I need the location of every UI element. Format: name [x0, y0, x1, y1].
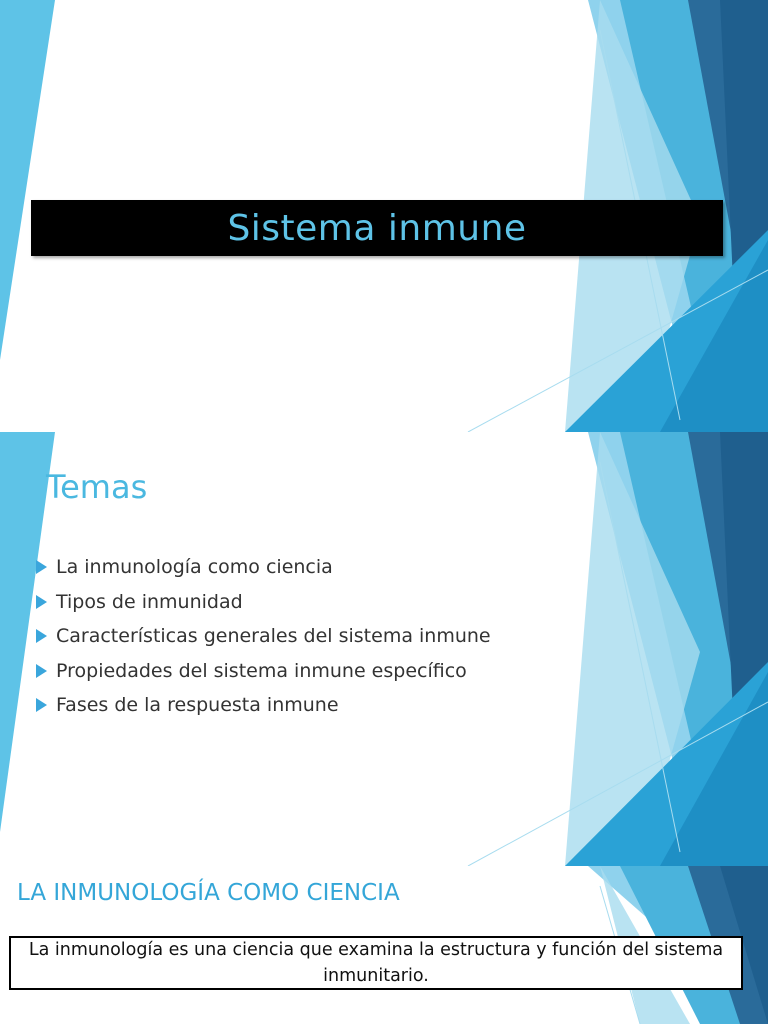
slide-1: [0, 0, 768, 432]
list-item: [36, 619, 491, 654]
definition-text: La inmunología es una ciencia que examina la estructura y función del sistema inmunitario.: [28, 940, 724, 986]
triangle-bullet-icon: [36, 664, 47, 678]
triangle-bullet-icon: [36, 629, 47, 643]
list-item: [36, 688, 491, 723]
page-title: Sistema inmune: [227, 207, 527, 249]
list-item: [36, 550, 491, 585]
list-item: [36, 585, 491, 620]
triangle-bullet-icon: [36, 595, 47, 609]
slide-3: [0, 866, 768, 1024]
definition-box: [9, 936, 743, 990]
list-item-label: Tipos de inmunidad: [56, 590, 243, 613]
list-item-label: Fases de la respuesta inmune: [56, 694, 339, 717]
triangle-bullet-icon: [36, 698, 47, 712]
title-bar: [31, 200, 723, 256]
section-heading: Temas: [46, 468, 148, 506]
section-title: LA INMUNOLOGÍA COMO CIENCIA: [17, 880, 400, 906]
list-item-label: Características generales del sistema inmune: [56, 625, 491, 648]
slide-2: [0, 432, 768, 866]
triangle-bullet-icon: [36, 560, 47, 574]
list-item-label: La inmunología como ciencia: [56, 556, 333, 579]
list-item-label: Propiedades del sistema inmune específico: [56, 659, 467, 682]
topics-list: [36, 550, 491, 723]
list-item: [36, 654, 491, 689]
